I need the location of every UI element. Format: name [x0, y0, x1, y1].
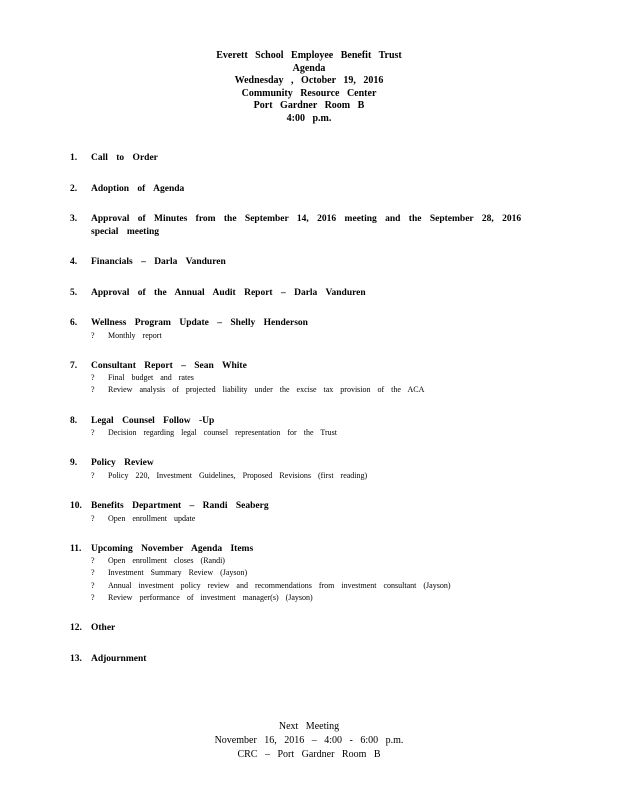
agenda-subitems	[91, 372, 550, 396]
bullet-icon: ?	[91, 556, 95, 566]
bullet-icon: ?	[91, 513, 95, 523]
agenda-subitem-text: Investment Summary Review (Jayson)	[108, 568, 248, 578]
agenda-item	[70, 256, 550, 269]
meeting-room: Port Gardner Room B	[253, 100, 365, 111]
agenda-subitem-text: Annual investment policy review and recommendations from investment consultant (Jayson)	[108, 580, 451, 590]
agenda-item	[70, 457, 550, 482]
agenda-item-title: Approval of the Annual Audit Report – Darla Vanduren	[91, 287, 366, 298]
agenda-item-number: 4.	[70, 257, 78, 267]
agenda-item-number: 8.	[70, 415, 78, 426]
agenda-item-title: Wellness Program Update – Shelly Henderson	[91, 318, 308, 328]
bullet-icon: ?	[91, 592, 95, 602]
next-meeting-location: CRC – Port Gardner Room B	[237, 749, 381, 760]
meeting-time: 4:00 p.m.	[286, 112, 332, 124]
agenda-item	[70, 415, 550, 440]
agenda-item-number: 3.	[70, 214, 78, 224]
bullet-icon: ?	[91, 373, 95, 383]
agenda-subitem-text: Final budget and rates	[108, 373, 194, 383]
agenda-subitems	[91, 470, 550, 482]
meeting-date: Wednesday , October 19, 2016	[234, 75, 384, 86]
bullet-icon: ?	[91, 580, 95, 590]
next-meeting-footer	[0, 720, 618, 762]
agenda-item-number: 13.	[70, 653, 82, 664]
agenda-item-number: 7.	[70, 360, 78, 371]
agenda-subitem-text: Monthly report	[108, 330, 162, 340]
agenda-item-number: 2.	[70, 183, 78, 194]
bullet-icon: ?	[91, 568, 95, 578]
agenda-item-number: 10.	[70, 501, 82, 512]
meeting-venue: Community Resource Center	[241, 87, 377, 99]
document-title: Agenda	[292, 62, 326, 74]
next-meeting-date: November 16, 2016 – 4:00 - 6:00 p.m.	[214, 735, 404, 746]
agenda-item-title: Financials – Darla Vanduren	[91, 257, 226, 267]
agenda-item-title: Benefits Department – Randi Seaberg	[91, 501, 269, 512]
agenda-subitem	[91, 580, 550, 592]
agenda-subitem-text: Open enrollment update	[108, 513, 196, 523]
agenda-item	[70, 287, 550, 300]
agenda-item-title: Policy Review	[91, 458, 154, 469]
agenda-item-title: Call to Order	[91, 153, 158, 163]
agenda-subitem	[91, 567, 550, 579]
agenda-item-title: Consultant Report – Sean White	[91, 360, 247, 371]
agenda-subitem	[91, 470, 550, 482]
agenda-subitem-text: Policy 220, Investment Guidelines, Proposed Revisions (first reading)	[108, 470, 368, 480]
agenda-subitems	[91, 330, 550, 342]
agenda-header	[0, 50, 618, 125]
agenda-item	[70, 653, 550, 666]
agenda-subitem	[91, 384, 550, 396]
bullet-icon: ?	[91, 330, 95, 340]
agenda-item-number: 5.	[70, 287, 78, 298]
agenda-item-title: Upcoming November Agenda Items	[91, 543, 254, 554]
bullet-icon: ?	[91, 428, 95, 438]
agenda-subitem	[91, 330, 550, 342]
agenda-list	[70, 152, 550, 683]
agenda-item	[70, 543, 550, 604]
agenda-subitem-text: Review analysis of projected liability under the excise tax provision of the ACA	[108, 385, 425, 395]
agenda-subitem	[91, 592, 550, 604]
agenda-item-number: 11.	[70, 543, 82, 554]
trust-name: Everett School Employee Benefit Trust	[216, 50, 402, 61]
agenda-item	[70, 622, 550, 635]
agenda-subitem	[91, 427, 550, 439]
bullet-icon: ?	[91, 470, 95, 480]
agenda-item-title: Adjournment	[91, 653, 147, 664]
agenda-subitem	[91, 555, 550, 567]
agenda-item-title: Approval of Minutes from the September 14, 2016 meeting and the September 28, 2016 special meeting	[91, 214, 522, 237]
agenda-item	[70, 500, 550, 525]
agenda-item-title: Legal Counsel Follow -Up	[91, 415, 215, 426]
agenda-item	[70, 213, 550, 238]
agenda-item-number: 6.	[70, 318, 78, 328]
agenda-item	[70, 152, 550, 165]
agenda-subitem	[91, 513, 550, 525]
agenda-subitems	[91, 427, 550, 439]
agenda-subitem-text: Review performance of investment manager(s) (Jayson)	[108, 592, 313, 602]
bullet-icon: ?	[91, 385, 95, 395]
agenda-subitems	[91, 555, 550, 604]
agenda-subitem-text: Decision regarding legal counsel representation for the Trust	[108, 428, 337, 438]
agenda-item	[70, 317, 550, 342]
next-meeting-heading: Next Meeting	[278, 721, 340, 732]
agenda-subitems	[91, 513, 550, 525]
agenda-item-title: Adoption of Agenda	[91, 183, 185, 194]
agenda-item-number: 1.	[70, 153, 78, 163]
agenda-subitem-text: Open enrollment closes (Randi)	[108, 556, 225, 566]
agenda-item	[70, 183, 550, 196]
agenda-item-number: 9.	[70, 458, 78, 469]
agenda-subitem	[91, 372, 550, 384]
agenda-item-title: Other	[91, 623, 116, 634]
agenda-item	[70, 360, 550, 397]
agenda-item-number: 12.	[70, 623, 82, 634]
